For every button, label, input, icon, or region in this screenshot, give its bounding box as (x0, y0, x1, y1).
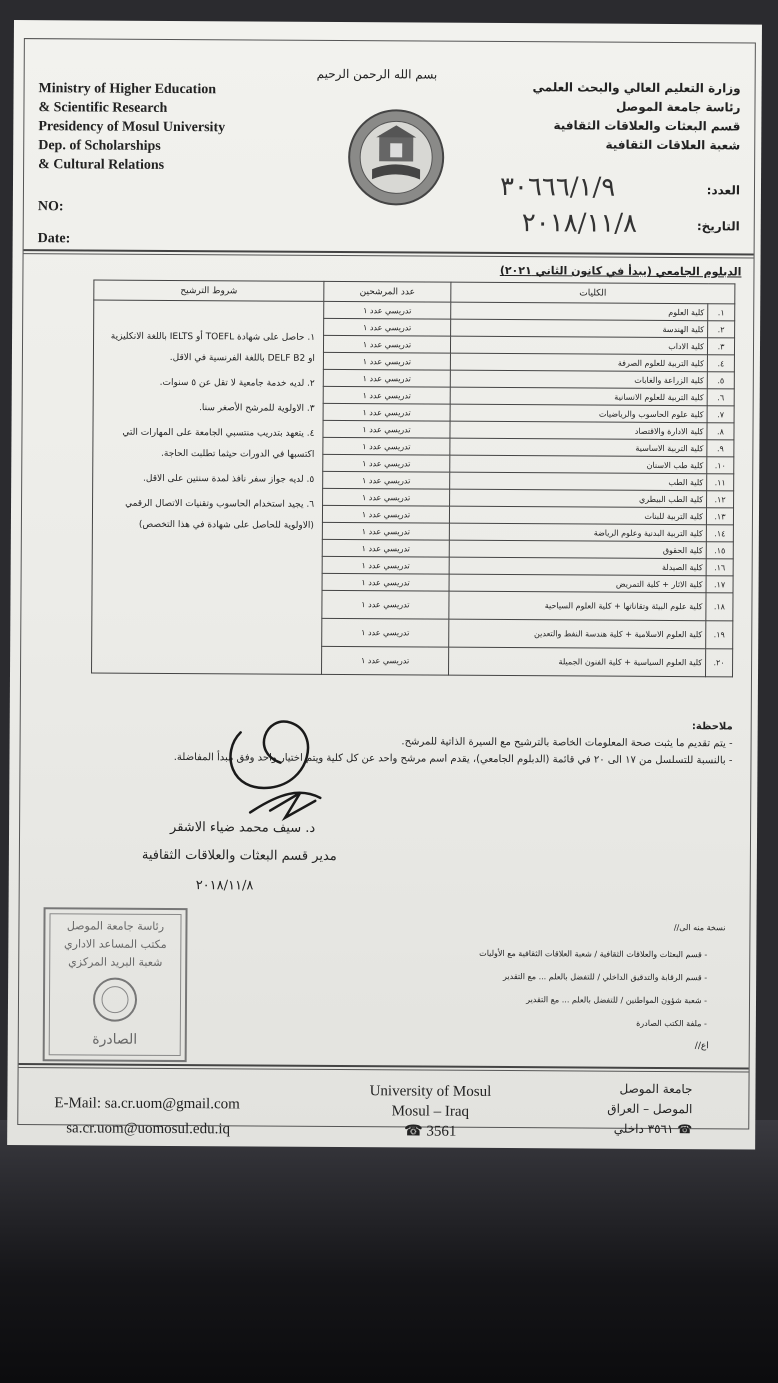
header-ar-line: شعبة العلاقات الثقافية (605, 137, 741, 153)
row-college: كلية الاثار + كلية التمريض (449, 574, 706, 593)
row-candidate-count: تدريسي عدد ١ (323, 352, 450, 370)
copy-item: - ملفة الكتب الصادرة (479, 1011, 707, 1035)
handwritten-number: ٣٠٦٦٦/١/٩ (499, 171, 616, 203)
header-ar-line: وزارة التعليم العالي والبحث العلمي (532, 80, 741, 96)
row-college: كلية العلوم الاسلامية + كلية هندسة النفط والتعدين (449, 619, 706, 649)
reference-code: اع// (694, 1041, 709, 1052)
row-candidate-count: تدريسي عدد ١ (323, 454, 450, 472)
row-college: كلية الطب البيطري (450, 489, 707, 508)
row-number: ١٢. (707, 491, 734, 508)
row-number: ١٦. (706, 559, 733, 576)
row-candidate-count: تدريسي عدد ١ (323, 437, 450, 455)
condition-item: ٣. الاولوية للمرشح الأصغر سنا. (199, 403, 315, 414)
row-number: ١٥. (706, 542, 733, 559)
footer-university-en (360, 1081, 500, 1142)
condition-item: ٢. لديه خدمة جامعية لا تقل عن ٥ سنوات. (159, 377, 315, 389)
row-candidate-count: تدريسي عدد ١ (322, 573, 449, 591)
condition-item: ٤. يتعهد بتدريب منتسبي الجامعة على المهارات التي اكتسبها في الدورات حيثما تطلبت الحاجة. (122, 427, 315, 460)
row-college: كلية الهندسة (451, 319, 708, 338)
row-candidate-count: تدريسي عدد ١ (323, 386, 450, 404)
header-colleges: الكليات (451, 282, 735, 304)
footer-phone: ☎ 3561 (403, 1123, 457, 1140)
page-border (17, 38, 756, 1140)
row-college: كلية علوم البيئة وتقاناتها + كلية العلوم السياحية (449, 591, 706, 621)
copy-item: - قسم البعثات والعلاقات الثقافية / شعبة العلاقات الثقافية مع الأوليات (479, 942, 707, 966)
row-candidate-count: تدريسي عدد ١ (322, 646, 449, 675)
row-candidate-count: تدريسي عدد ١ (322, 590, 449, 619)
header-en-line: & Cultural Relations (38, 157, 165, 173)
row-college: كلية الادارة والاقتصاد (450, 421, 707, 440)
row-candidate-count: تدريسي عدد ١ (323, 335, 450, 353)
signature-date: ٢٠١٨/١١/٨ (195, 878, 254, 894)
header-en-line: Dep. of Scholarships (38, 138, 161, 154)
row-candidate-count: تدريسي عدد ١ (323, 369, 450, 387)
row-candidate-count: تدريسي عدد ١ (323, 420, 450, 438)
header-candidates: عدد المرشحين (324, 281, 451, 302)
conditions-cell (92, 300, 324, 674)
row-candidate-count: تدريسي عدد ١ (322, 522, 449, 540)
header-en-line: Ministry of Higher Education (38, 81, 217, 98)
row-college: كلية الصيدلة (449, 557, 706, 576)
row-candidate-count: تدريسي عدد ١ (323, 403, 450, 421)
row-number: ٥. (707, 372, 734, 389)
footer-email: E-Mail: sa.cr.uom@gmail.com (54, 1095, 240, 1113)
row-college: كلية الاداب (450, 336, 707, 355)
row-college: كلية العلوم (451, 302, 708, 321)
row-college: كلية الحقوق (449, 540, 706, 559)
footer-city: Mosul – Iraq (391, 1103, 470, 1120)
row-number: ٧. (707, 406, 734, 423)
row-candidate-count: تدريسي عدد ١ (322, 505, 449, 523)
row-number: ٤. (707, 355, 734, 372)
condition-item: ٥. لديه جواز سفر نافذ لمدة سنتين على الاقل. (142, 473, 315, 485)
row-college: كلية التربية للعلوم الانسانية (450, 387, 707, 406)
row-number: ١١. (707, 474, 734, 491)
header-ar-line: قسم البعثات والعلاقات الثقافية (553, 118, 741, 134)
diploma-title: الدبلوم الجامعي (يبدأ في كانون الثاني ٢٠٢١) (499, 263, 742, 279)
signatory-title: مدير قسم البعثات والعلاقات الثقافية (141, 847, 337, 864)
row-college: كلية الزراعة والغابات (450, 370, 707, 389)
row-number: ١٨. (706, 593, 733, 621)
row-number: ٢. (708, 321, 735, 338)
row-candidate-count: تدريسي عدد ١ (324, 318, 451, 336)
row-college: كلية التربية للعلوم الصرفة (450, 353, 707, 372)
row-number: ١٠. (707, 457, 734, 474)
copies-list (479, 942, 708, 1035)
office-stamp (43, 907, 188, 1062)
copies-heading: نسخة منه الى// (673, 923, 726, 933)
footer-contact (54, 1091, 240, 1142)
note-item: - بالنسبة للتسلسل من ١٧ الى ٢٠ في قائمة (الدبلوم الجامعي)، يقدم اسم مرشح واحد عن كل كلية ويتم اختيار واحد وفق مبدأ المفاضلة. (32, 748, 732, 769)
note-item: - يتم تقديم ما يثبت صحة المعلومات الخاصة بالترشيح مع السيرة الذاتية للمرشح. (33, 731, 733, 752)
footer-uni-name: University of Mosul (369, 1083, 492, 1100)
header-arabic (532, 78, 740, 155)
number-label-ar: العدد: (706, 183, 741, 198)
header-ar-line: رئاسة جامعة الموصل (615, 99, 741, 115)
header-en-line: Presidency of Mosul University (38, 119, 226, 136)
stamp-emblem-icon (91, 975, 139, 1023)
basmala: بسم الله الرحمن الرحيم (316, 66, 438, 82)
row-college: كلية علوم الحاسوب والرياضيات (450, 404, 707, 423)
condition-item: ٦. يجيد استخدام الحاسوب وتقنيات الاتصال الرقمي (الاولوية للحاصل على شهادة في هذا التخصص) (125, 498, 315, 531)
handwritten-date: ٢٠١٨/١١/٨ (521, 208, 638, 239)
row-candidate-count: تدريسي عدد ١ (323, 471, 450, 489)
university-logo-icon (346, 107, 447, 208)
header-conditions: شروط الترشيح (94, 280, 324, 301)
row-number: ١٩. (706, 621, 733, 649)
footer-university-ar (607, 1079, 692, 1140)
copy-item: - شعبة شؤون المواطنين / للتفضل بالعلم ... مع التقدير (479, 988, 707, 1012)
background-desk (0, 1120, 778, 1383)
row-candidate-count: تدريسي عدد ١ (323, 488, 450, 506)
notes-list (32, 731, 732, 769)
row-college: كلية طب الاسنان (450, 455, 707, 474)
document-page (7, 20, 762, 1150)
footer-phone-ar: ☎ ٣٥٦١ داخلي (613, 1121, 693, 1137)
stamp-line: مكتب المساعد الاداري (64, 937, 167, 951)
row-number: ١٤. (706, 525, 733, 542)
row-candidate-count: تدريسي عدد ١ (322, 556, 449, 574)
candidates-table (91, 279, 735, 677)
stamp-line: شعبة البريد المركزي (68, 955, 163, 969)
date-label: Date: (37, 231, 71, 247)
row-number: ٩. (707, 440, 734, 457)
row-college: كلية الطب (450, 472, 707, 491)
footer-email-alt: sa.cr.uom@uomosul.edu.iq (66, 1120, 231, 1138)
row-number: ١٧. (706, 576, 733, 593)
row-number: ٦. (707, 389, 734, 406)
row-candidate-count: تدريسي عدد ١ (324, 301, 451, 319)
condition-item: ١. حاصل على شهادة TOEFL أو IELTS باللغة الانكليزية او DELF B2 باللغة الفرنسية في الاقل. (110, 331, 316, 364)
row-candidate-count: تدريسي عدد ١ (322, 618, 449, 647)
row-college: كلية التربية للبنات (449, 506, 706, 525)
row-candidate-count: تدريسي عدد ١ (322, 539, 449, 557)
notes-heading: ملاحظة: (691, 721, 733, 733)
footer-city-ar: الموصل – العراق (607, 1101, 693, 1117)
date-label-ar: التاريخ: (696, 219, 740, 234)
footer-uni-name-ar: جامعة الموصل (619, 1081, 693, 1097)
copy-item: - قسم الرقابة والتدقيق الداخلي / للتفضل بالعلم ... مع التقدير (479, 965, 707, 989)
row-number: ١. (708, 304, 735, 321)
signatory-name: د. سيف محمد ضياء الاشقر (170, 819, 316, 836)
row-college: كلية التربية الاساسية (450, 438, 707, 457)
row-college: كلية التربية البدنية وعلوم الرياضة (449, 523, 706, 542)
row-number: ٨. (707, 423, 734, 440)
row-number: ٣. (707, 338, 734, 355)
row-number: ٢٠. (706, 649, 733, 677)
stamp-line: رئاسة جامعة الموصل (66, 919, 165, 933)
header-english (38, 79, 225, 175)
stamp-line: الصادرة (92, 1031, 138, 1048)
row-college: كلية العلوم السياسية + كلية الفنون الجميلة (449, 647, 706, 677)
table-row (94, 300, 735, 321)
header-en-line: & Scientific Research (38, 100, 168, 116)
row-number: ١٣. (706, 508, 733, 525)
number-label: NO: (37, 199, 64, 215)
